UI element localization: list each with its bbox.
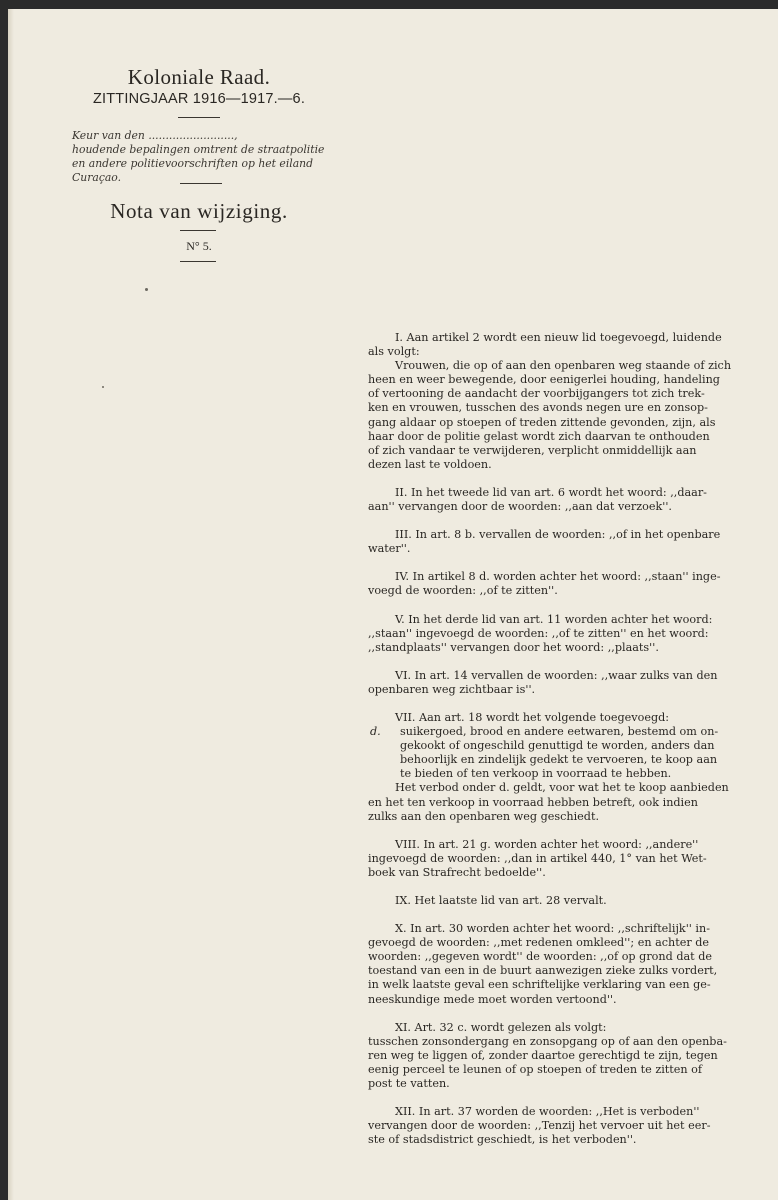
divider-rule xyxy=(178,117,220,118)
amendment-line: VII. Aan art. 18 wordt het volgende toegevoegd: xyxy=(395,710,670,724)
subject-line: Curaçao. xyxy=(72,171,122,184)
sub-item-line xyxy=(368,753,770,767)
amendment-5 xyxy=(368,613,770,655)
amendment-12 xyxy=(368,1105,770,1147)
amendment-line: gang aldaar op stoepen of treden zittende gevonden, zijn, als xyxy=(368,415,716,429)
document-page xyxy=(8,9,778,1200)
sub-item-line xyxy=(368,767,770,781)
amendment-line: X. In art. 30 worden achter het woord: ,,schriftelijk'' in- xyxy=(395,922,710,936)
subject-line: houdende bepalingen omtrent de straatpolitie xyxy=(72,143,325,156)
amendment-10 xyxy=(368,922,770,1007)
sub-item-text: te bieden of ten verkoop in voorraad te hebben. xyxy=(400,767,672,781)
amendment-line: boek van Strafrecht bedoelde''. xyxy=(368,865,546,879)
amendment-line: ste of stadsdistrict geschiedt, is het verboden''. xyxy=(368,1133,637,1147)
divider-rule xyxy=(180,183,222,184)
amendment-line: of zich vandaar te verwijderen, verplicht onmiddellijk aan xyxy=(368,443,697,457)
amendment-line: ,,staan'' ingevoegd de woorden: ,,of te zitten'' en het woord: xyxy=(368,626,709,640)
amendment-line: openbaren weg zichtbaar is''. xyxy=(368,682,536,696)
sub-item-line xyxy=(368,725,770,739)
amendment-4 xyxy=(368,570,770,598)
subject-description xyxy=(72,129,342,185)
page-edge-shadow xyxy=(8,9,14,1200)
amendment-line: en het ten verkoop in voorraad hebben betreft, ook indien xyxy=(368,795,698,809)
amendment-line: eenig perceel te leunen of op stoepen of treden te zitten of xyxy=(368,1062,703,1076)
amendment-7 xyxy=(368,711,770,824)
amendment-line: tusschen zonsondergang en zonsopgang op of aan den openba- xyxy=(368,1034,727,1048)
amendment-line: V. In het derde lid van art. 11 worden achter het woord: xyxy=(395,612,713,626)
sub-item-letter: d. xyxy=(370,725,381,739)
amendment-1 xyxy=(368,331,770,472)
amendment-line: of vertooning de aandacht der voorbijgangers tot zich trek- xyxy=(368,387,705,401)
sub-item-line xyxy=(368,739,770,753)
amendment-line: toestand van een in de buurt aanwezigen zieke zulks vordert, xyxy=(368,964,718,978)
amendments-body xyxy=(368,331,770,1161)
subject-line: en andere politievoorschriften op het eiland xyxy=(72,157,314,170)
paper-speck xyxy=(102,386,104,388)
council-heading: Koloniale Raad. xyxy=(127,65,271,89)
sub-item-text: behoorlijk en zindelijk gedekt te vervoeren, te koop aan xyxy=(400,753,718,767)
amendment-line: aan'' vervangen door de woorden: ,,aan dat verzoek''. xyxy=(368,500,672,514)
divider-rule xyxy=(180,261,216,262)
subject-line: Keur van den ........................., xyxy=(72,129,238,142)
nota-number: N° 5. xyxy=(186,239,212,253)
amendment-line: II. In het tweede lid van art. 6 wordt het woord: ,,daar- xyxy=(395,485,707,499)
divider-rule xyxy=(180,230,216,231)
amendment-line: I. Aan artikel 2 wordt een nieuw lid toegevoegd, luidende xyxy=(395,331,722,344)
nota-title: Nota van wijziging. xyxy=(110,199,288,223)
amendment-line: water''. xyxy=(368,542,411,556)
amendment-line: VIII. In art. 21 g. worden achter het woord: ,,andere'' xyxy=(395,837,699,851)
amendment-line: III. In art. 8 b. vervallen de woorden: ,,of in het openbare xyxy=(395,528,721,542)
amendment-line: IX. Het laatste lid van art. 28 vervalt. xyxy=(395,894,607,907)
session-year: ZITTINGJAAR 1916—1917.—6. xyxy=(92,91,306,107)
amendment-3 xyxy=(368,528,770,556)
amendment-6 xyxy=(368,669,770,697)
amendment-line: voegd de woorden: ,,of te zitten''. xyxy=(368,584,558,598)
amendment-line: haar door de politie gelast wordt zich daarvan te onthouden xyxy=(368,429,710,443)
amendment-line: dezen last te voldoen. xyxy=(368,457,492,471)
amendment-line: ken en vrouwen, tusschen des avonds negen ure en zonsop- xyxy=(368,401,708,415)
amendment-line: woorden: ,,gegeven wordt'' de woorden: ,,of op grond dat de xyxy=(368,950,712,964)
amendment-line: post te vatten. xyxy=(368,1077,450,1091)
amendment-line: gevoegd de woorden: ,,met redenen omkleed''; en achter de xyxy=(368,936,710,950)
amendment-line: VI. In art. 14 vervallen de woorden: ,,waar zulks van den xyxy=(395,668,718,682)
amendment-line: vervangen door de woorden: ,,Tenzij het vervoer uit het eer- xyxy=(368,1119,711,1133)
amendment-2 xyxy=(368,486,770,514)
amendment-line: ,,standplaats'' vervangen door het woord: ,,plaats''. xyxy=(368,640,659,654)
amendment-line: IV. In artikel 8 d. worden achter het woord: ,,staan'' inge- xyxy=(395,570,721,584)
amendment-line: Het verbod onder d. geldt, voor wat het te koop aanbieden xyxy=(395,781,729,795)
amendment-line: neeskundige mede moet worden vertoond''. xyxy=(368,992,617,1006)
amendment-line: XII. In art. 37 worden de woorden: ,,Het is verboden'' xyxy=(395,1105,700,1119)
sub-item-text: suikergoed, brood en andere eetwaren, bestemd om on- xyxy=(400,725,719,739)
amendment-line: Vrouwen, die op of aan den openbaren weg staande of zich xyxy=(395,359,732,373)
amendment-11 xyxy=(368,1021,770,1091)
paper-speck xyxy=(145,288,148,291)
amendment-line: XI. Art. 32 c. wordt gelezen als volgt: xyxy=(395,1020,607,1034)
amendment-line: heen en weer bewegende, door eenigerlei houding, handeling xyxy=(368,373,720,387)
amendment-line: ingevoegd de woorden: ,,dan in artikel 440, 1° van het Wet- xyxy=(368,851,707,865)
amendment-line: in welk laatste geval een schriftelijke verklaring van een ge- xyxy=(368,978,711,992)
sub-item-text: gekookt of ongeschild genuttigd te worden, anders dan xyxy=(400,739,715,753)
amendment-line: zulks aan den openbaren weg geschiedt. xyxy=(368,809,600,823)
amendment-9 xyxy=(368,894,770,908)
amendment-line: ren weg te liggen of, zonder daartoe gerechtigd te zijn, tegen xyxy=(368,1048,718,1062)
amendment-8 xyxy=(368,838,770,880)
amendment-line: als volgt: xyxy=(368,345,420,359)
